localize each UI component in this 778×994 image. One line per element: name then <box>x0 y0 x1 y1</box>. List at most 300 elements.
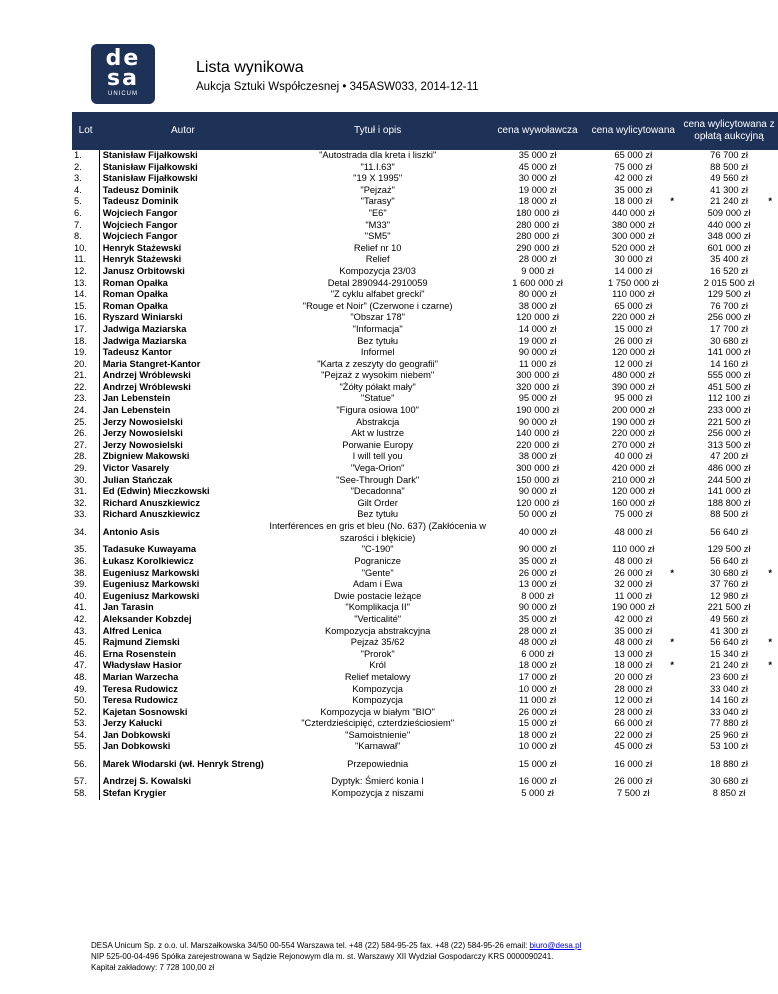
start-price <box>489 173 587 185</box>
lot-number-text: 42. <box>74 613 87 624</box>
author-name <box>99 301 267 313</box>
lot-number <box>72 266 99 278</box>
lot-number <box>72 289 99 301</box>
premium-price <box>680 289 778 301</box>
hammer-price-text: 270 000 zł <box>611 439 655 450</box>
start-price-text: 11 000 zł <box>519 358 557 369</box>
premium-price-text: 33 040 zł <box>710 706 748 717</box>
premium-price <box>680 324 778 336</box>
hammer-price-text: 190 000 zł <box>611 416 655 427</box>
artwork-title-text: Bez tytułu <box>357 335 399 346</box>
author-name-text: Jadwiga Maziarska <box>102 335 187 346</box>
start-price <box>489 672 587 684</box>
premium-price-text: 88 500 zł <box>710 509 748 520</box>
lot-number-text: 35. <box>74 544 87 555</box>
lot-number <box>72 672 99 684</box>
premium-price <box>680 753 778 776</box>
premium-price <box>680 231 778 243</box>
author-name-text: Jadwiga Maziarska <box>102 323 187 334</box>
lot-number-text: 40. <box>74 590 87 601</box>
start-price <box>489 568 587 580</box>
hammer-price-text: 66 000 zł <box>614 718 653 729</box>
artwork-title <box>267 289 489 301</box>
premium-price-text: 21 240 zł <box>710 660 748 671</box>
lot-number-text: 30. <box>74 474 87 485</box>
hammer-price <box>587 672 681 684</box>
table-row <box>72 370 778 382</box>
premium-price <box>680 428 778 440</box>
artwork-title-text: "C-190" <box>361 544 394 555</box>
artwork-title-text: "Pejzaż z wysokim niebem" <box>321 370 435 381</box>
premium-price-text: 244 500 zł <box>707 474 751 485</box>
artwork-title <box>267 173 489 185</box>
artwork-title-text: "See-Through Dark" <box>336 474 420 485</box>
premium-price-text: 2 015 500 zł <box>703 277 755 288</box>
auction-subtitle: Aukcja Sztuki Współczesnej • 345ASW033, 2014-12-11 <box>196 81 479 93</box>
table-row <box>72 741 778 753</box>
lot-number <box>72 591 99 603</box>
artwork-title-text: Interférences en gris et bleu (No. 637) (Zakłócenia w szarości i błękicie) <box>269 521 486 543</box>
table-row <box>72 672 778 684</box>
author-name-text: Marian Warzecha <box>102 671 179 682</box>
author-name <box>99 544 267 556</box>
hammer-price <box>587 359 681 371</box>
premium-price-text: 221 500 zł <box>707 602 751 613</box>
author-name <box>99 359 267 371</box>
table-row <box>72 486 778 498</box>
table-row <box>72 254 778 266</box>
premium-price <box>680 475 778 487</box>
lot-number-text: 29. <box>74 463 87 474</box>
lot-number-text: 45. <box>74 637 87 648</box>
table-row <box>72 208 778 220</box>
asterisk-marker: * <box>768 660 772 671</box>
premium-price <box>680 649 778 661</box>
artwork-title <box>267 521 489 544</box>
start-price-text: 9 000 zł <box>521 265 554 276</box>
artwork-title-text: "Komplikacja II" <box>345 602 410 613</box>
hammer-price <box>587 649 681 661</box>
author-name <box>99 278 267 290</box>
start-price <box>489 162 587 174</box>
artwork-title <box>267 718 489 730</box>
premium-price <box>680 626 778 638</box>
author-name <box>99 312 267 324</box>
author-name-text: Stefan Krygier <box>102 788 167 799</box>
hammer-price-text: 26 000 zł <box>614 776 653 787</box>
asterisk-marker: * <box>768 567 772 578</box>
hammer-price-text: 18 000 zł <box>614 660 653 671</box>
premium-price-text: 188 800 zł <box>707 497 751 508</box>
start-price <box>489 231 587 243</box>
hammer-price-text: 15 000 zł <box>614 323 653 334</box>
artwork-title-text: "Rouge et Noir" (Czerwone i czarne) <box>302 300 453 311</box>
start-price <box>489 463 587 475</box>
artwork-title-text: Akt w lustrze <box>351 428 404 439</box>
lot-number <box>72 254 99 266</box>
hammer-price-text: 440 000 zł <box>611 207 655 218</box>
hammer-price <box>587 417 681 429</box>
start-price-text: 300 000 zł <box>516 370 559 381</box>
start-price <box>489 428 587 440</box>
artwork-title-text: "19 X 1995" <box>353 173 403 184</box>
artwork-title <box>267 266 489 278</box>
author-name-text: Maria Stangret-Kantor <box>102 358 201 369</box>
author-name <box>99 741 267 753</box>
lot-number-text: 21. <box>74 370 87 381</box>
author-name-text: Eugeniusz Markowski <box>102 579 200 590</box>
premium-price-text: 30 680 zł <box>710 776 748 787</box>
artwork-title-text: Adam i Ewa <box>352 579 403 590</box>
premium-price-text: 451 500 zł <box>707 381 751 392</box>
lot-number <box>72 370 99 382</box>
hammer-price <box>587 498 681 510</box>
start-price <box>489 393 587 405</box>
start-price-text: 35 000 zł <box>518 150 557 160</box>
premium-price <box>680 208 778 220</box>
start-price <box>489 707 587 719</box>
lot-number-text: 33. <box>74 509 87 520</box>
hammer-price <box>587 185 681 197</box>
author-name <box>99 591 267 603</box>
lot-number-text: 43. <box>74 625 87 636</box>
start-price-text: 30 000 zł <box>518 173 557 184</box>
start-price <box>489 498 587 510</box>
hammer-price <box>587 289 681 301</box>
author-name <box>99 220 267 232</box>
artwork-title <box>267 509 489 521</box>
author-name-text: Wojciech Fangor <box>102 219 178 230</box>
table-row <box>72 579 778 591</box>
author-name <box>99 347 267 359</box>
table-row <box>72 509 778 521</box>
premium-price-text: 256 000 zł <box>707 428 751 439</box>
hammer-price <box>587 451 681 463</box>
lot-number-text: 27. <box>74 439 87 450</box>
artwork-title <box>267 660 489 672</box>
premium-price <box>680 498 778 510</box>
lot-number <box>72 788 99 800</box>
start-price-text: 18 000 zł <box>518 729 557 740</box>
hammer-price-text: 110 000 zł <box>612 289 655 300</box>
artwork-title-text: "E6" <box>368 207 387 218</box>
hammer-price-text: 75 000 zł <box>614 509 653 520</box>
premium-price <box>680 579 778 591</box>
premium-price-text: 129 500 zł <box>707 544 751 555</box>
start-price <box>489 614 587 626</box>
lot-number-text: 10. <box>74 242 87 253</box>
start-price <box>489 289 587 301</box>
premium-price <box>680 405 778 417</box>
lot-number-text: 39. <box>74 579 87 590</box>
table-row <box>72 614 778 626</box>
author-name <box>99 370 267 382</box>
author-name-text: Roman Opałka <box>102 277 168 288</box>
premium-price <box>680 382 778 394</box>
author-name <box>99 753 267 776</box>
footer-email-link[interactable]: biuro@desa.pl <box>529 941 582 950</box>
artwork-title-text: Kompozycja w białym "BIO" <box>320 706 435 717</box>
start-price <box>489 196 587 208</box>
hammer-price-text: 26 000 zł <box>614 567 653 578</box>
table-row <box>72 278 778 290</box>
premium-price-text: 76 700 zł <box>710 150 748 160</box>
artwork-title-text: "M33" <box>365 219 390 230</box>
author-name-text: Alfred Lenica <box>102 625 162 636</box>
author-name <box>99 440 267 452</box>
lot-number-text: 8. <box>74 231 82 242</box>
lot-number-text: 13. <box>74 277 87 288</box>
lot-number <box>72 660 99 672</box>
premium-price-text: 256 000 zł <box>707 312 751 323</box>
author-name <box>99 521 267 544</box>
author-name <box>99 776 267 788</box>
premium-price <box>680 568 778 580</box>
author-name <box>99 602 267 614</box>
start-price-text: 180 000 zł <box>516 207 559 218</box>
start-price <box>489 324 587 336</box>
author-name <box>99 730 267 742</box>
start-price <box>489 718 587 730</box>
premium-price <box>680 788 778 800</box>
hammer-price-text: 16 000 zł <box>614 758 653 769</box>
author-name-text: Jerzy Nowosielski <box>102 439 183 450</box>
hammer-price-text: 14 000 zł <box>614 265 653 276</box>
artwork-title <box>267 231 489 243</box>
start-price-text: 10 000 zł <box>518 683 557 694</box>
hammer-price-text: 42 000 zł <box>614 613 653 624</box>
author-name-text: Victor Vasarely <box>102 463 170 474</box>
start-price <box>489 336 587 348</box>
lot-number-text: 16. <box>74 312 87 323</box>
artwork-title <box>267 220 489 232</box>
author-name-text: Jan Dobkowski <box>102 729 171 740</box>
hammer-price <box>587 544 681 556</box>
artwork-title-text: "Gente" <box>361 567 394 578</box>
start-price-text: 80 000 zł <box>518 289 557 300</box>
table-row <box>72 324 778 336</box>
author-name-text: Tadeusz Dominik <box>102 196 179 207</box>
artwork-title-text: Dwie postacie leżące <box>333 590 422 601</box>
table-row <box>72 440 778 452</box>
start-price <box>489 475 587 487</box>
artwork-title <box>267 591 489 603</box>
hammer-price-text: 210 000 zł <box>611 474 655 485</box>
premium-price <box>680 463 778 475</box>
premium-price <box>680 266 778 278</box>
premium-price-text: 348 000 zł <box>707 231 751 242</box>
lot-number-text: 48. <box>74 671 87 682</box>
table-row <box>72 649 778 661</box>
hammer-price-text: 420 000 zł <box>611 463 655 474</box>
premium-price <box>680 672 778 684</box>
author-name-text: Rajmund Ziemski <box>102 637 180 648</box>
lot-number-text: 25. <box>74 416 87 427</box>
header-author: Autor <box>99 112 267 150</box>
table-row <box>72 788 778 800</box>
author-name-text: Stanisław Fijałkowski <box>102 173 198 184</box>
artwork-title-text: "Informacja" <box>352 323 403 334</box>
artwork-title <box>267 278 489 290</box>
lot-number-text: 53. <box>74 718 87 729</box>
premium-price-text: 33 040 zł <box>710 683 748 694</box>
lot-number-text: 28. <box>74 451 87 462</box>
artwork-title-text: Król <box>369 660 386 671</box>
author-name-text: Władysław Hasior <box>102 660 182 671</box>
premium-price-text: 41 300 zł <box>710 184 748 195</box>
table-row <box>72 626 778 638</box>
artwork-title <box>267 753 489 776</box>
artwork-title-text: Przepowiednia <box>347 758 409 769</box>
hammer-price <box>587 243 681 255</box>
author-name <box>99 336 267 348</box>
start-price <box>489 544 587 556</box>
premium-price-text: 47 200 zł <box>710 451 748 462</box>
hammer-price <box>587 776 681 788</box>
author-name-text: Roman Opałka <box>102 300 168 311</box>
start-price-text: 90 000 zł <box>518 544 557 555</box>
premium-price <box>680 614 778 626</box>
lot-number <box>72 509 99 521</box>
lot-number-text: 58. <box>74 788 87 799</box>
lot-number-text: 23. <box>74 393 87 404</box>
table-row <box>72 220 778 232</box>
lot-number <box>72 336 99 348</box>
artwork-title-text: Bez tytułu <box>357 509 399 520</box>
start-price <box>489 521 587 544</box>
hammer-price <box>587 591 681 603</box>
lot-number <box>72 475 99 487</box>
premium-price <box>680 440 778 452</box>
premium-price <box>680 637 778 649</box>
lot-number-text: 57. <box>74 776 87 787</box>
hammer-price-text: 48 000 zł <box>614 637 653 648</box>
premium-price-text: 14 160 zł <box>710 358 748 369</box>
table-row <box>72 185 778 197</box>
artwork-title <box>267 393 489 405</box>
start-price <box>489 486 587 498</box>
premium-price-text: 486 000 zł <box>707 463 751 474</box>
hammer-price-text: 200 000 zł <box>611 405 655 416</box>
table-row <box>72 231 778 243</box>
start-price <box>489 359 587 371</box>
author-name <box>99 428 267 440</box>
artwork-title-text: Kompozycja <box>352 695 403 706</box>
lot-number <box>72 741 99 753</box>
premium-price <box>680 707 778 719</box>
table-row <box>72 336 778 348</box>
table-row <box>72 591 778 603</box>
artwork-title <box>267 417 489 429</box>
premium-price-text: 35 400 zł <box>710 254 748 265</box>
start-price <box>489 266 587 278</box>
lot-number-text: 3. <box>74 173 82 184</box>
table-row <box>72 463 778 475</box>
header-start-price: cena wywoławcza <box>489 112 587 150</box>
author-name <box>99 150 267 162</box>
start-price <box>489 347 587 359</box>
start-price <box>489 405 587 417</box>
hammer-price-text: 48 000 zł <box>614 526 653 537</box>
premium-price-text: 23 600 zł <box>710 671 748 682</box>
artwork-title <box>267 359 489 371</box>
hammer-price-text: 160 000 zł <box>611 497 655 508</box>
author-name <box>99 324 267 336</box>
hammer-price-text: 75 000 zł <box>614 161 653 172</box>
start-price-text: 35 000 zł <box>518 613 557 624</box>
hammer-price-text: 7 500 zł <box>616 788 650 799</box>
logo-text-sa: sa <box>107 66 139 91</box>
premium-price <box>680 370 778 382</box>
start-price-text: 26 000 zł <box>518 567 557 578</box>
start-price-text: 19 000 zł <box>518 184 557 195</box>
table-header-row <box>72 112 778 150</box>
start-price-text: 11 000 zł <box>519 695 557 706</box>
table-row <box>72 162 778 174</box>
premium-price-text: 141 000 zł <box>707 486 751 497</box>
start-price-text: 45 000 zł <box>518 161 557 172</box>
start-price-text: 90 000 zł <box>518 416 557 427</box>
author-name-text: Jerzy Kałucki <box>102 718 163 729</box>
hammer-price-text: 18 000 zł <box>614 196 653 207</box>
hammer-price <box>587 440 681 452</box>
lot-number <box>72 150 99 162</box>
asterisk-marker: * <box>768 196 772 207</box>
artwork-title-text: "Obszar 178" <box>350 312 405 323</box>
premium-price <box>680 556 778 568</box>
lot-number <box>72 220 99 232</box>
artwork-title <box>267 254 489 266</box>
author-name <box>99 173 267 185</box>
artwork-title <box>267 463 489 475</box>
author-name-text: Kajetan Sosnowski <box>102 706 188 717</box>
start-price-text: 15 000 zł <box>518 758 557 769</box>
author-name-text: Henryk Stażewski <box>102 242 182 253</box>
artwork-title-text: Pogranicze <box>354 555 401 566</box>
lot-number <box>72 684 99 696</box>
start-price-text: 5 000 zł <box>521 788 554 799</box>
lot-number-text: 15. <box>74 300 87 311</box>
premium-price <box>680 336 778 348</box>
author-name-text: Henryk Stażewski <box>102 254 182 265</box>
premium-price-text: 129 500 zł <box>707 289 751 300</box>
premium-price <box>680 220 778 232</box>
artwork-title <box>267 150 489 162</box>
lot-number-text: 2. <box>74 161 82 172</box>
premium-price-text: 509 000 zł <box>707 207 751 218</box>
hammer-price-text: 28 000 zł <box>614 706 653 717</box>
author-name-text: Jan Lebenstein <box>102 393 171 404</box>
lot-number <box>72 162 99 174</box>
start-price <box>489 440 587 452</box>
premium-price-text: 56 640 zł <box>710 555 748 566</box>
artwork-title-text: Porwanie Europy <box>342 439 414 450</box>
table-row <box>72 393 778 405</box>
hammer-price <box>587 278 681 290</box>
hammer-price <box>587 741 681 753</box>
footer-address: DESA Unicum Sp. z o.o. ul. Marszałkowska 34/50 00-554 Warszawa tel. +48 (22) 584-95-25 fax. +48 (22) 584-95-26 email: <box>91 941 530 950</box>
start-price-text: 28 000 zł <box>518 625 557 636</box>
lot-number <box>72 579 99 591</box>
artwork-title-text: "Autostrada dla kreta i liszki" <box>319 150 437 160</box>
lot-number-text: 24. <box>74 405 87 416</box>
premium-price <box>680 393 778 405</box>
lot-number-text: 17. <box>74 323 87 334</box>
hammer-price <box>587 220 681 232</box>
artwork-title <box>267 684 489 696</box>
lot-number <box>72 649 99 661</box>
author-name-text: Eugeniusz Markowski <box>102 567 200 578</box>
